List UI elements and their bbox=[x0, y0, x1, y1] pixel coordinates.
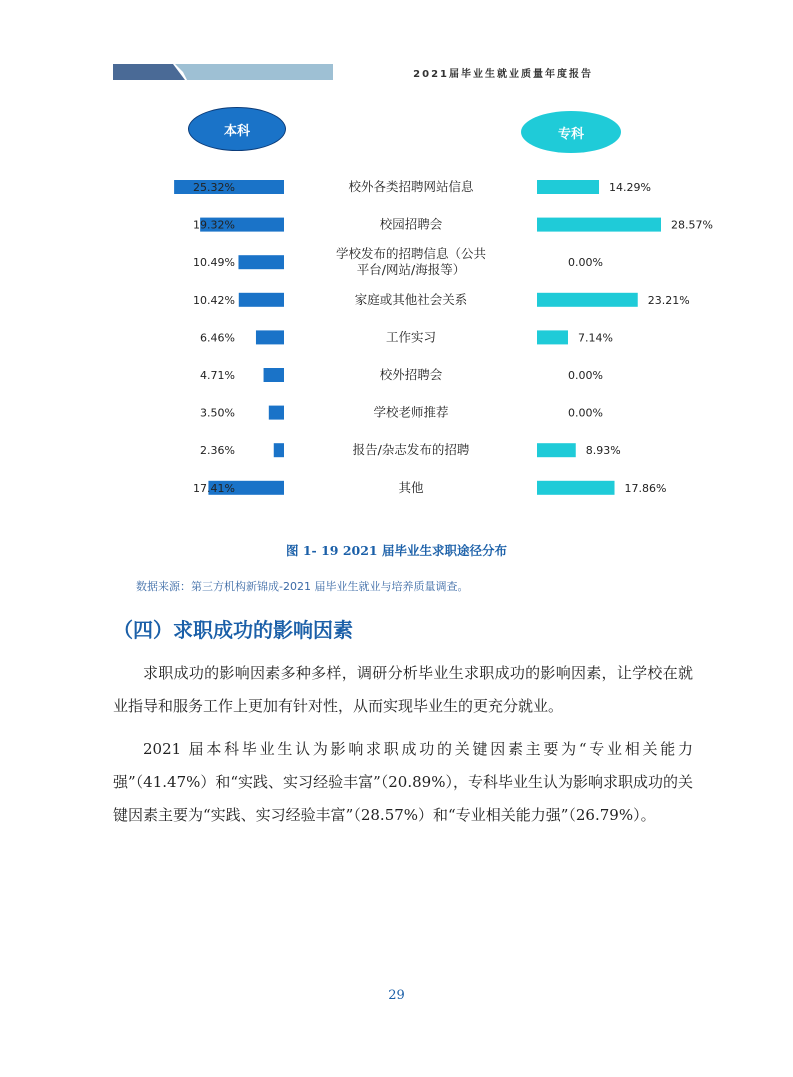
value-label-undergraduate: 19.32% bbox=[193, 218, 235, 232]
bar-junior-college bbox=[537, 481, 615, 495]
bar-junior-college bbox=[537, 293, 638, 307]
value-label-undergraduate: 10.42% bbox=[193, 293, 235, 307]
job-search-channel-chart bbox=[0, 170, 793, 510]
value-label-junior-college: 23.21% bbox=[647, 293, 690, 307]
bar-undergraduate bbox=[269, 406, 284, 420]
bar-undergraduate bbox=[239, 293, 284, 307]
value-label-undergraduate: 25.32% bbox=[193, 181, 235, 194]
category-label: 学校老师推荐 bbox=[373, 404, 449, 420]
section-heading: （四）求职成功的影响因素 bbox=[113, 618, 353, 642]
figure-caption: 图 1- 19 2021 届毕业生求职途径分布 bbox=[286, 543, 507, 558]
value-label-junior-college: 14.29% bbox=[609, 181, 651, 194]
value-label-junior-college: 8.93% bbox=[585, 444, 621, 458]
paragraph-intro: 求职成功的影响因素多种多样，调研分析毕业生求职成功的影响因素，让学校在就业指导和服务工作上更加有针对性，从而实现毕业生的更充分就业。 bbox=[113, 664, 693, 715]
bar-junior-college bbox=[537, 180, 599, 194]
header-decoration-band bbox=[113, 64, 333, 80]
data-source-note: 数据来源：第三方机构新锦成-2021 届毕业生就业与培养质量调查。 bbox=[136, 580, 469, 593]
category-label: 校外招聘会 bbox=[379, 367, 443, 382]
value-label-undergraduate: 4.71% bbox=[200, 369, 235, 382]
value-label-junior-college: 0.00% bbox=[568, 256, 603, 270]
legend-undergraduate-label: 本科 bbox=[223, 123, 250, 139]
category-label: 报告/杂志发布的招聘 bbox=[352, 442, 470, 458]
value-label-undergraduate: 10.49% bbox=[193, 256, 235, 270]
bar-junior-college bbox=[537, 218, 661, 232]
category-label: 工作实习 bbox=[385, 329, 437, 345]
value-label-junior-college: 17.86% bbox=[624, 481, 667, 495]
value-label-undergraduate: 17.41% bbox=[193, 481, 235, 495]
bar-undergraduate bbox=[274, 443, 284, 457]
legend-junior-college bbox=[521, 111, 621, 153]
value-label-junior-college: 0.00% bbox=[568, 369, 603, 382]
value-label-undergraduate: 3.50% bbox=[200, 406, 235, 420]
bar-junior-college bbox=[537, 443, 576, 457]
page-number: 29 bbox=[388, 988, 405, 1003]
value-label-undergraduate: 6.46% bbox=[200, 331, 235, 345]
bar-undergraduate bbox=[238, 255, 284, 269]
category-label: 学校发布的招聘信息（公共 bbox=[335, 246, 487, 262]
legend-undergraduate bbox=[188, 107, 286, 151]
bar-undergraduate bbox=[256, 330, 284, 344]
report-title: 2021届毕业生就业质量年度报告 bbox=[413, 69, 593, 80]
value-label-undergraduate: 2.36% bbox=[200, 444, 235, 458]
category-label: 其他 bbox=[398, 479, 424, 495]
value-label-junior-college: 7.14% bbox=[577, 331, 613, 345]
bar-junior-college bbox=[537, 330, 568, 344]
category-label: 家庭或其他社会关系 bbox=[354, 291, 468, 307]
value-label-junior-college: 0.00% bbox=[568, 406, 603, 420]
category-label: 平台/网站/海报等） bbox=[356, 262, 466, 278]
category-label: 校外各类招聘网站信息 bbox=[348, 179, 474, 194]
legend-junior-college-label: 专科 bbox=[557, 126, 584, 142]
category-label: 校园招聘会 bbox=[379, 216, 443, 232]
paragraph-findings: 2021 届本科毕业生认为影响求职成功的关键因素主要为“专业相关能力强”（41.47%）和“实践、实习经验丰富”（20.89%），专科毕业生认为影响求职成功的关键因素主要为“实践、实习经验丰富”（28.57%）和“专业相关能力强”（26.79%）。 bbox=[113, 740, 693, 824]
bar-undergraduate bbox=[264, 368, 284, 382]
value-label-junior-college: 28.57% bbox=[671, 218, 713, 232]
